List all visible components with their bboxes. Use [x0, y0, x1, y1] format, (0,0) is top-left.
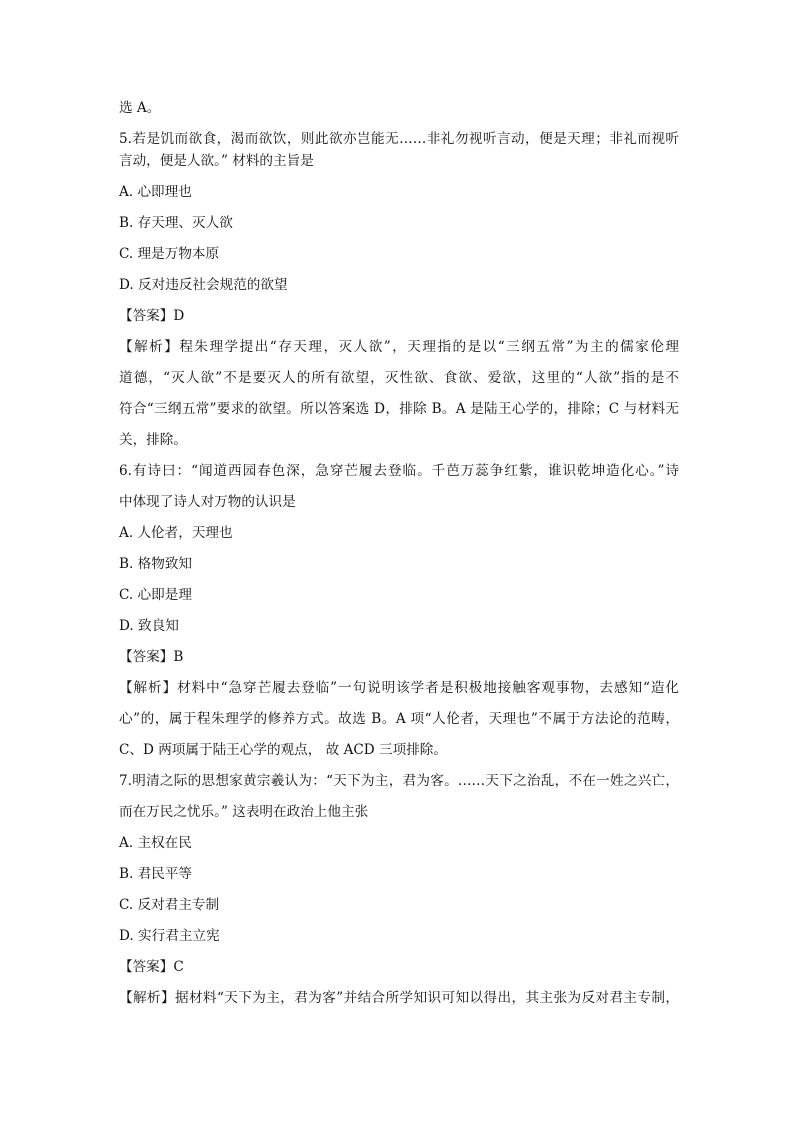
question-7-option-b: B. 君民平等	[119, 866, 193, 882]
question-7-stem-cont: 而在万民之忧乐。” 这表明在政治上他主张	[119, 804, 369, 820]
question-7-option-a: A. 主权在民	[119, 835, 192, 851]
question-5-answer: 【答案】D	[119, 308, 185, 324]
question-5-option-c: C. 理是万物本原	[119, 246, 220, 262]
question-5-analysis: 【解析】程朱理学提出“存天理，灭人欲”，天理指的是以“三纲五常”为主的儒家伦理	[119, 339, 679, 355]
question-7-option-c: C. 反对君主专制	[119, 897, 220, 913]
question-5-analysis-2: 道德，“灭人欲”不是要灭人的所有欲望，灭性欲、食欲、爱欲，这里的“人欲”指的是不	[119, 370, 679, 386]
question-5-analysis-3: 符合“三纲五常”要求的欲望。所以答案选 D，排除 B。A 是陆王心学的，排除；C 与材料无	[119, 401, 679, 417]
question-6-analysis: 【解析】材料中“急穿芒履去登临”一句说明该学者是积极地接触客观事物，去感知“造化	[119, 680, 679, 696]
document-page	[119, 97, 679, 1009]
question-5-analysis-4: 关，排除。	[119, 432, 187, 448]
question-5-option-d: D. 反对违反社会规范的欲望	[119, 277, 288, 293]
question-6-answer: 【答案】B	[119, 649, 184, 665]
question-6-option-a: A. 人伦者，天理也	[119, 525, 233, 541]
question-7-stem: 7.明清之际的思想家黄宗羲认为：“天下为主，君为客。……天下之治乱，不在一姓之兴亡，	[119, 773, 679, 789]
text-line: 选 A。	[119, 100, 161, 116]
question-5-stem-cont: 言动，便是人欲。” 材料的主旨是	[119, 153, 314, 169]
question-7-answer: 【答案】C	[119, 959, 184, 975]
question-5-stem: 5.若是饥而欲食，渴而欲饮，则此欲亦岂能无……非礼勿视听言动，便是天理；非礼而视听	[119, 131, 679, 147]
question-5-option-b: B. 存天理、灭人欲	[119, 215, 233, 231]
question-6-option-d: D. 致良知	[119, 618, 179, 634]
question-5-option-a: A. 心即理也	[119, 184, 192, 200]
question-7-option-d: D. 实行君主立宪	[119, 928, 220, 944]
question-6-analysis-2: 心”的，属于程朱理学的修养方式。故选 B。A 项“人伦者，天理也”不属于方法论的范畴，	[119, 711, 679, 727]
question-7-analysis: 【解析】据材料“天下为主，君为客”并结合所学知识可知以得出，其主张为反对君主专制，	[119, 990, 679, 1006]
question-6-option-b: B. 格物致知	[119, 556, 193, 572]
question-6-option-c: C. 心即是理	[119, 587, 192, 603]
question-6-stem-cont: 中体现了诗人对万物的认识是	[119, 494, 296, 510]
question-6-analysis-3: C、D 两项属于陆王心学的观点， 故 ACD 三项排除。	[119, 742, 447, 758]
question-6-stem: 6.有诗曰：“闻道西园春色深，急穿芒履去登临。千芭万蕊争红紫，谁识乾坤造化心。”诗	[119, 463, 679, 479]
